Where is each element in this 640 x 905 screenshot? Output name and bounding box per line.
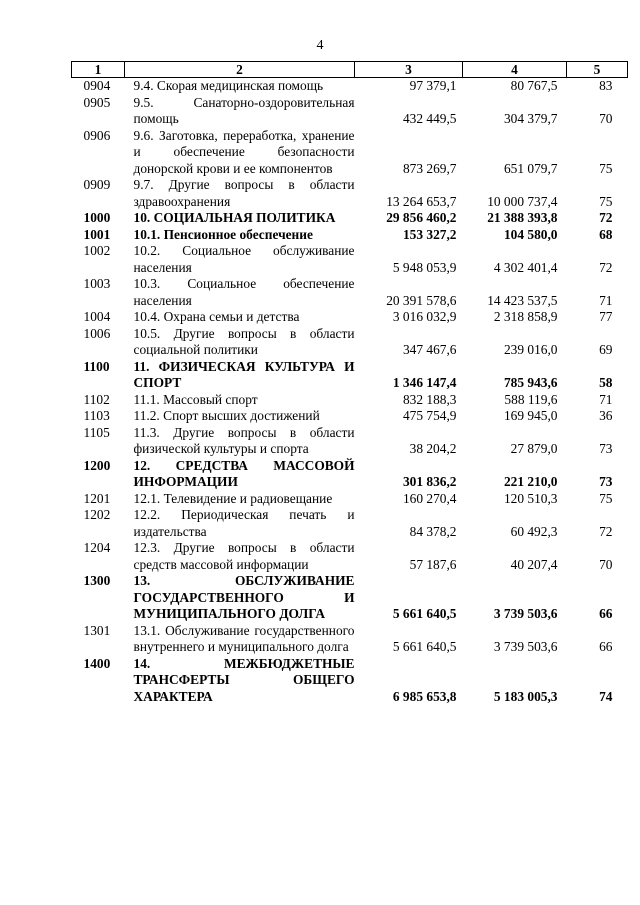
row-code: 1000 xyxy=(83,210,111,225)
row-value-col5: 72 xyxy=(599,259,613,275)
row-value-col5: 73 xyxy=(599,474,613,489)
row-value-col3: 13 264 653,7 xyxy=(386,193,457,209)
row-value-col5: 69 xyxy=(599,342,613,357)
table-row xyxy=(72,573,628,623)
row-code: 1006 xyxy=(83,325,111,341)
row-name: 10.5. Другие вопросы в области социальной политики xyxy=(133,325,355,357)
row-value-col5: 71 xyxy=(599,292,613,308)
row-name: 14. МЕЖБЮДЖЕТНЫЕ ТРАНСФЕРТЫ ОБЩЕГО ХАРАКТЕРА xyxy=(133,655,355,704)
row-name: 12.1. Телевидение и радиовещание xyxy=(133,490,333,506)
row-value-col3: 475 754,9 xyxy=(402,408,457,423)
table-row xyxy=(72,78,628,95)
row-code: 1100 xyxy=(83,358,110,374)
row-code: 1103 xyxy=(83,408,110,423)
row-code: 1105 xyxy=(83,424,110,440)
row-code: 1003 xyxy=(83,276,111,291)
column-header: 5 xyxy=(567,62,628,78)
row-name: 10.4. Охрана семьи и детства xyxy=(133,309,300,324)
row-value-col4: 239 016,0 xyxy=(503,342,558,357)
table-row xyxy=(72,227,628,244)
budget-table xyxy=(71,61,628,705)
row-value-col3: 160 270,4 xyxy=(402,490,457,506)
row-value-col3: 432 449,5 xyxy=(402,111,457,126)
row-name: 10.3. Социальное обеспечение населения xyxy=(133,276,355,308)
row-value-col3: 57 187,6 xyxy=(409,556,457,572)
row-value-col5: 58 xyxy=(599,375,613,390)
row-value-col4: 304 379,7 xyxy=(503,111,558,126)
row-value-col4: 169 945,0 xyxy=(503,408,558,423)
row-name: 10.2. Социальное обслуживание населения xyxy=(133,243,355,275)
row-code: 1301 xyxy=(83,622,111,638)
row-value-col3: 84 378,2 xyxy=(409,523,457,539)
row-value-col3: 5 661 640,5 xyxy=(392,639,457,654)
row-value-col4: 221 210,0 xyxy=(503,474,558,489)
table-row xyxy=(72,656,628,706)
column-header: 2 xyxy=(125,62,355,78)
row-value-col3: 873 269,7 xyxy=(402,160,457,176)
row-value-col4: 14 423 537,5 xyxy=(487,292,558,308)
row-code: 1002 xyxy=(83,243,111,258)
table-row xyxy=(72,128,628,178)
row-name: 11. ФИЗИЧЕСКАЯ КУЛЬТУРА И СПОРТ xyxy=(133,358,355,390)
row-value-col3: 301 836,2 xyxy=(402,474,457,489)
row-code: 0905 xyxy=(83,94,111,110)
row-value-col3: 1 346 147,4 xyxy=(392,375,457,390)
row-value-col5: 74 xyxy=(599,688,613,704)
row-value-col4: 40 207,4 xyxy=(510,556,558,572)
row-code: 1001 xyxy=(83,226,111,242)
row-value-col5: 66 xyxy=(599,606,613,621)
row-value-col4: 27 879,0 xyxy=(510,441,558,456)
row-name: 11.3. Другие вопросы в области физической культуры и спорта xyxy=(133,424,355,456)
row-name: 10. СОЦИАЛЬНАЯ ПОЛИТИКА xyxy=(133,210,336,225)
row-code: 0904 xyxy=(83,78,111,93)
column-header: 4 xyxy=(463,62,567,78)
row-value-col4: 120 510,3 xyxy=(503,490,558,506)
row-code: 0906 xyxy=(83,127,111,143)
table-row xyxy=(72,210,628,227)
row-code: 1200 xyxy=(83,457,111,473)
row-code: 0909 xyxy=(83,177,111,192)
row-value-col3: 20 391 578,6 xyxy=(386,292,457,308)
row-code: 1400 xyxy=(83,655,111,671)
row-name: 13.1. Обслуживание государственного внутреннего и муниципального долга xyxy=(133,622,355,654)
table-row xyxy=(72,507,628,540)
row-value-col5: 72 xyxy=(599,210,613,225)
row-value-col4: 4 302 401,4 xyxy=(493,259,558,275)
table-row xyxy=(72,359,628,392)
row-value-col4: 5 183 005,3 xyxy=(493,688,558,704)
row-name: 9.6. Заготовка, переработка, хранение и обеспечение безопасности донорской крови и ее компонентов xyxy=(133,127,355,176)
row-value-col3: 38 204,2 xyxy=(409,441,457,456)
row-value-col4: 785 943,6 xyxy=(503,375,558,390)
table-row xyxy=(72,392,628,409)
row-code: 1102 xyxy=(83,391,110,407)
row-value-col5: 72 xyxy=(599,523,613,539)
row-value-col3: 97 379,1 xyxy=(409,78,457,93)
row-value-col4: 3 739 503,6 xyxy=(493,639,558,654)
row-value-col5: 75 xyxy=(599,193,613,209)
column-header: 3 xyxy=(355,62,463,78)
table-row xyxy=(72,408,628,425)
row-name: 13. ОБСЛУЖИВАНИЕ ГОСУДАРСТВЕННОГО И МУНИЦИПАЛЬНОГО ДОЛГА xyxy=(133,573,355,621)
row-value-col4: 3 739 503,6 xyxy=(493,606,558,621)
row-value-col4: 60 492,3 xyxy=(510,523,558,539)
row-code: 1201 xyxy=(83,490,111,506)
row-value-col3: 3 016 032,9 xyxy=(392,309,457,324)
row-name: 12.3. Другие вопросы в области средств массовой информации xyxy=(133,540,355,572)
table-row xyxy=(72,243,628,276)
table-body xyxy=(72,78,628,706)
row-value-col3: 153 327,2 xyxy=(402,226,457,242)
row-value-col4: 651 079,7 xyxy=(503,160,558,176)
table-row xyxy=(72,276,628,309)
row-code: 1004 xyxy=(83,309,111,324)
row-value-col3: 6 985 653,8 xyxy=(392,688,457,704)
row-value-col5: 75 xyxy=(599,160,613,176)
table-row xyxy=(72,540,628,573)
table-header-row xyxy=(72,62,628,78)
row-name: 12.2. Периодическая печать и издательства xyxy=(133,507,355,539)
row-value-col4: 104 580,0 xyxy=(503,226,558,242)
row-value-col3: 29 856 460,2 xyxy=(386,210,457,225)
row-value-col5: 83 xyxy=(599,78,613,93)
row-value-col4: 80 767,5 xyxy=(510,78,558,93)
row-value-col5: 71 xyxy=(599,391,613,407)
row-value-col5: 70 xyxy=(599,556,613,572)
row-value-col5: 68 xyxy=(599,226,613,242)
row-value-col4: 10 000 737,4 xyxy=(487,193,558,209)
row-name: 12. СРЕДСТВА МАССОВОЙ ИНФОРМАЦИИ xyxy=(133,457,355,489)
row-code: 1300 xyxy=(83,573,111,588)
table-row xyxy=(72,177,628,210)
row-value-col3: 347 467,6 xyxy=(402,342,457,357)
row-value-col5: 66 xyxy=(599,639,613,654)
row-value-col5: 70 xyxy=(599,111,613,126)
page-number: 4 xyxy=(316,38,324,53)
row-value-col5: 73 xyxy=(599,441,613,456)
table-row xyxy=(72,458,628,491)
column-header: 1 xyxy=(72,62,125,78)
row-value-col3: 5 948 053,9 xyxy=(392,259,457,275)
table-row xyxy=(72,425,628,458)
table-row xyxy=(72,326,628,359)
row-value-col3: 832 188,3 xyxy=(402,391,457,407)
row-name: 11.1. Массовый спорт xyxy=(133,391,258,407)
row-name: 11.2. Спорт высших достижений xyxy=(133,408,320,423)
table-row xyxy=(72,491,628,508)
table-row xyxy=(72,309,628,326)
row-value-col5: 75 xyxy=(599,490,613,506)
row-value-col3: 5 661 640,5 xyxy=(392,606,457,621)
row-name: 10.1. Пенсионное обеспечение xyxy=(133,226,313,242)
row-code: 1204 xyxy=(83,540,111,555)
row-code: 1202 xyxy=(83,507,111,522)
table-row xyxy=(72,623,628,656)
row-name: 9.4. Скорая медицинская помощь xyxy=(133,78,324,93)
table-row xyxy=(72,95,628,128)
row-value-col4: 588 119,6 xyxy=(504,391,558,407)
row-value-col5: 36 xyxy=(599,408,613,423)
row-value-col4: 21 388 393,8 xyxy=(487,210,558,225)
row-value-col5: 77 xyxy=(599,309,613,324)
row-name: 9.7. Другие вопросы в области здравоохранения xyxy=(133,177,355,209)
row-value-col4: 2 318 858,9 xyxy=(493,309,558,324)
row-name: 9.5. Санаторно-оздоровительная помощь xyxy=(133,94,355,126)
